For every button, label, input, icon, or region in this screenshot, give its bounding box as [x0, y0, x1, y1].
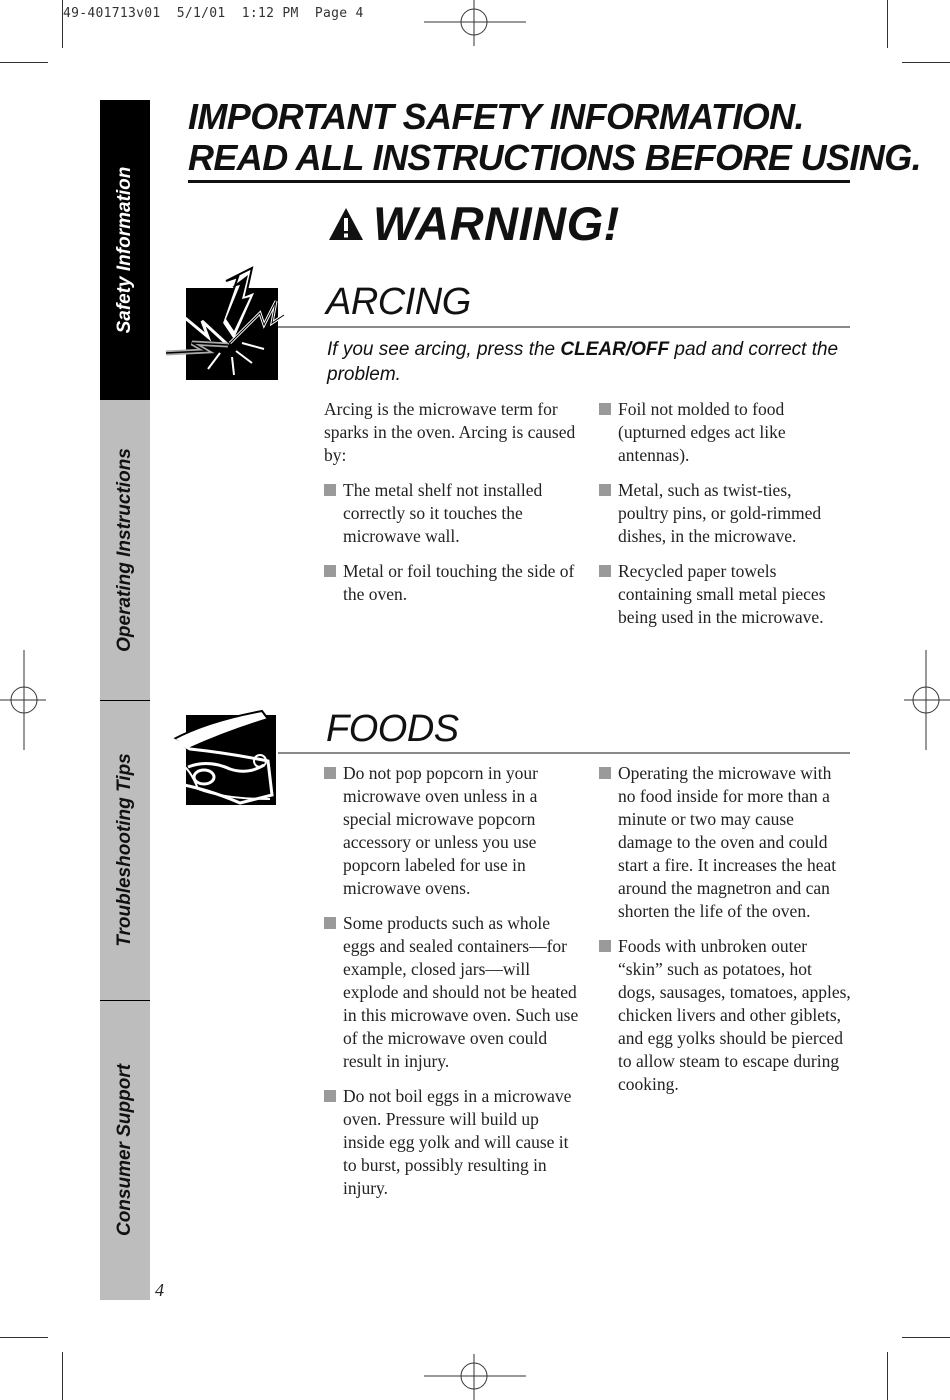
- crop-mark: [887, 0, 888, 48]
- page-number: 4: [155, 1280, 164, 1300]
- square-bullet-icon: [324, 484, 336, 496]
- registration-mark-icon: [424, 0, 526, 46]
- page-title: [188, 96, 922, 178]
- foods-rule: [278, 752, 850, 754]
- list-item: Operating the microwave with no food inside for more than a minute or two may cause damage to the oven and could start a fire. It increases the heat around the magnetron and can shorten the life of the oven.: [599, 762, 851, 923]
- foods-left-list: [324, 762, 580, 1200]
- square-bullet-icon: [599, 403, 611, 415]
- crop-mark: [62, 1352, 63, 1400]
- tab-operating-instructions[interactable]: [100, 400, 150, 700]
- arcing-right-list: [599, 398, 839, 629]
- registration-mark-icon: [0, 650, 46, 750]
- arcing-title: ARCING: [326, 281, 471, 323]
- foods-title: FOODS: [326, 708, 459, 750]
- square-bullet-icon: [324, 767, 336, 779]
- list-item: Do not boil eggs in a microwave oven. Pressure will build up inside egg yolk and will cause it to burst, possibly resulting in injury.: [324, 1085, 580, 1200]
- list-item: Metal or foil touching the side of the oven.: [324, 560, 576, 606]
- square-bullet-icon: [599, 767, 611, 779]
- page-title-line2: READ ALL INSTRUCTIONS BEFORE USING.: [188, 137, 922, 178]
- square-bullet-icon: [599, 940, 611, 952]
- hot-food-icon: [168, 703, 280, 808]
- arcing-instruction-before: If you see arcing, press the: [327, 339, 561, 360]
- tab-consumer-support[interactable]: [100, 1000, 150, 1300]
- list-item: Foil not molded to food (upturned edges act like antennas).: [599, 398, 839, 467]
- list-item: Some products such as whole eggs and sealed containers—for example, closed jars—will explode and should not be heated in this microwave oven. Such use of the microwave oven could result in injury.: [324, 912, 580, 1073]
- clear-off-key: CLEAR/OFF: [560, 339, 670, 360]
- arcing-right-column: [599, 398, 839, 641]
- list-item: Metal, such as twist-ties, poultry pins, or gold-rimmed dishes, in the microwave.: [599, 479, 839, 548]
- list-item: Foods with unbroken outer “skin” such as potatoes, hot dogs, sausages, tomatoes, apples, chicken livers and other giblets, and egg yolks should be pierced to allow steam to escape during cooking.: [599, 935, 851, 1096]
- page-title-line1: IMPORTANT SAFETY INFORMATION.: [188, 96, 804, 137]
- print-slug: 49-401713v01 5/1/01 1:12 PM Page 4: [63, 6, 364, 21]
- tab-divider: [100, 1000, 150, 1001]
- foods-right-column: [599, 762, 851, 1108]
- crop-mark: [0, 62, 48, 63]
- header-rule: [188, 180, 850, 183]
- arcing-rule: [278, 326, 850, 328]
- square-bullet-icon: [324, 565, 336, 577]
- tab-label: Safety Information: [114, 166, 135, 334]
- crop-mark: [887, 1352, 888, 1400]
- list-item: The metal shelf not installed correctly so it touches the microwave wall.: [324, 479, 576, 548]
- square-bullet-icon: [599, 484, 611, 496]
- list-item: Do not pop popcorn in your microwave oven unless in a special microwave popcorn accessory or unless you use popcorn labeled for use in microwave ovens.: [324, 762, 580, 900]
- tab-label: Troubleshooting Tips: [114, 753, 135, 947]
- crop-mark: [902, 62, 950, 63]
- arcing-left-column: [324, 398, 576, 618]
- registration-mark-icon: [904, 650, 950, 750]
- list-item: Recycled paper towels containing small metal pieces being used in the microwave.: [599, 560, 839, 629]
- tab-troubleshooting-tips[interactable]: [100, 700, 150, 1000]
- foods-right-list: [599, 762, 851, 1096]
- square-bullet-icon: [599, 565, 611, 577]
- tab-safety-information[interactable]: [100, 100, 150, 400]
- tab-divider: [100, 700, 150, 701]
- square-bullet-icon: [324, 1090, 336, 1102]
- tab-label: Consumer Support: [114, 1063, 135, 1237]
- warning-triangle-icon: [327, 206, 365, 242]
- lightning-arc-icon: [160, 265, 285, 385]
- tab-label: Operating Instructions: [114, 448, 135, 652]
- square-bullet-icon: [324, 917, 336, 929]
- registration-mark-icon: [424, 1354, 526, 1400]
- arcing-instruction-after: pad and correct the problem.: [327, 339, 839, 385]
- crop-mark: [902, 1337, 950, 1338]
- foods-left-column: [324, 762, 580, 1212]
- arcing-instruction: [327, 337, 847, 387]
- arcing-left-list: [324, 479, 576, 606]
- crop-mark: [0, 1337, 48, 1338]
- warning-text: WARNING!: [373, 197, 620, 250]
- arcing-intro: Arcing is the microwave term for sparks in the oven. Arcing is caused by:: [324, 399, 576, 465]
- warning-heading: [327, 196, 620, 251]
